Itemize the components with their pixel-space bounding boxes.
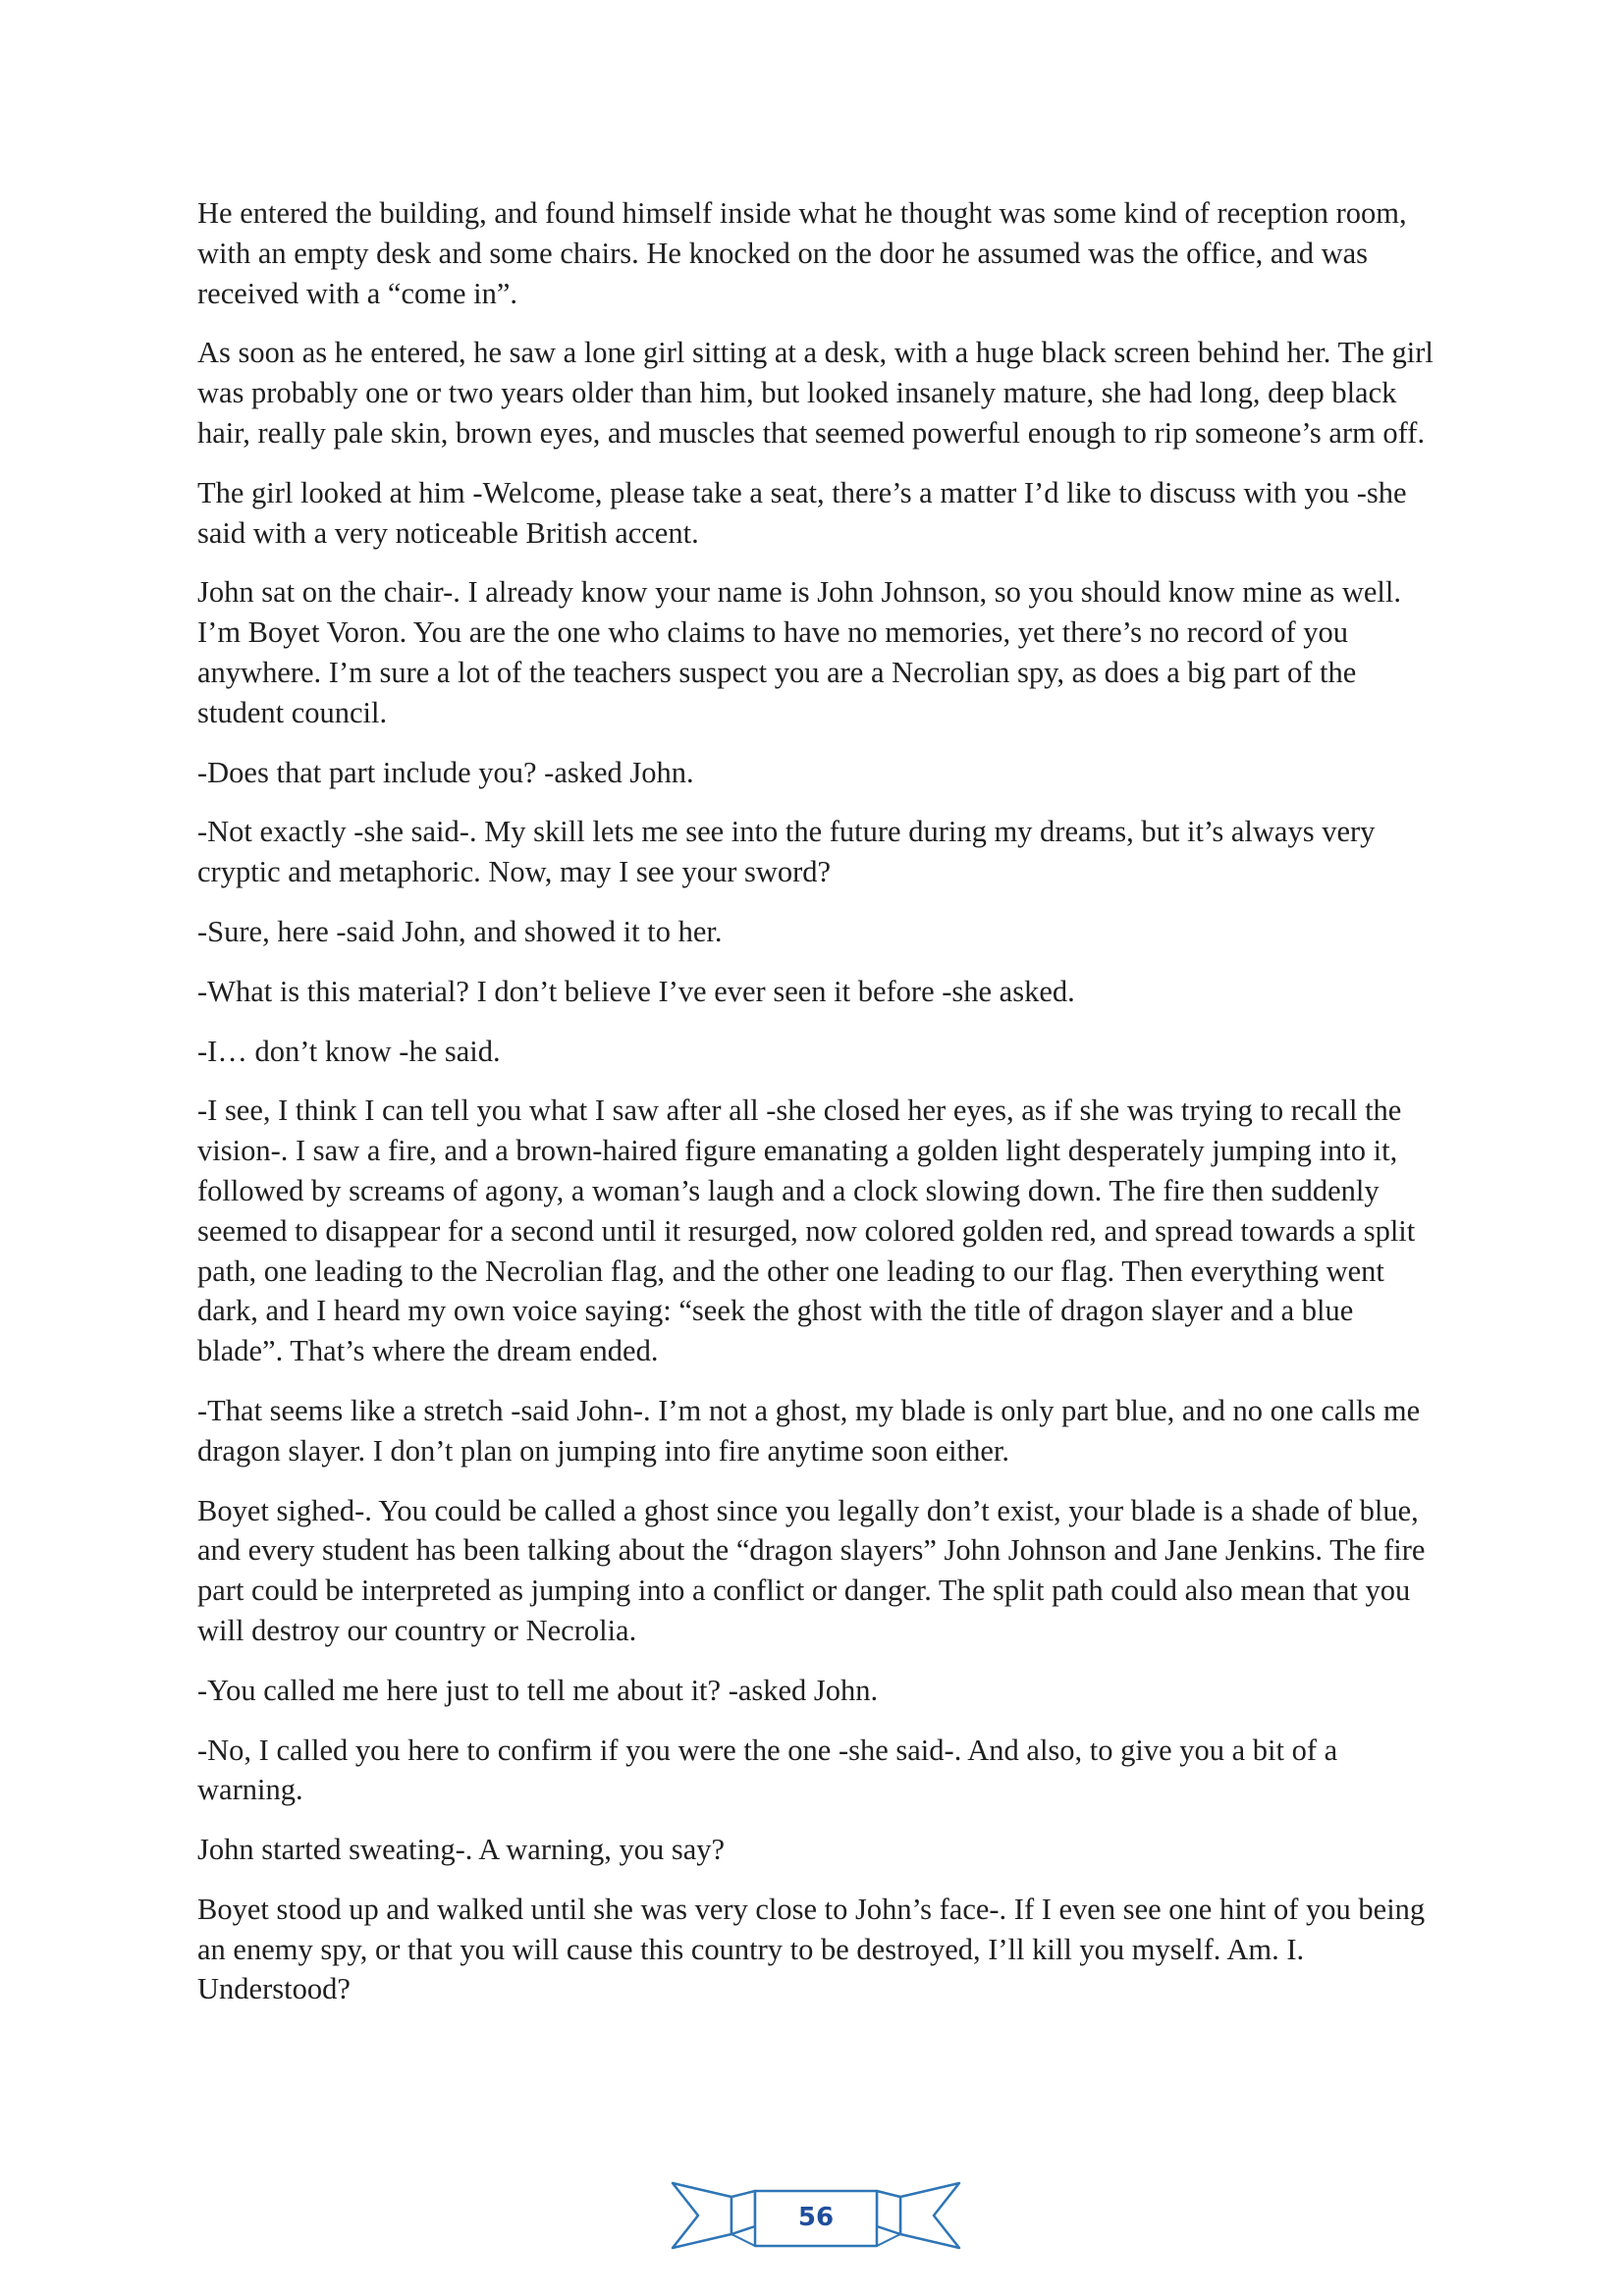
- paragraph-13: -You called me here just to tell me about it? -asked John.: [197, 1673, 879, 1707]
- paragraph-11: -That seems like a stretch -said John-. I’m not a ghost, my blade is only part blue, and no one calls me dragon slayer. I don’t plan on jumping into fire anytime soon either.: [197, 1393, 1421, 1468]
- page-number-ribbon: [669, 2171, 963, 2256]
- paragraph-1: He entered the building, and found himself inside what he thought was some kind of reception room, with an empty desk and some chairs. He knocked on the door he assumed was the office, and was received with a “come in”.: [197, 196, 1407, 310]
- paragraph-15: John started sweating-. A warning, you say?: [197, 1833, 726, 1867]
- paragraph-5: -Does that part include you? -asked John.: [197, 755, 694, 789]
- paragraph-16: Boyet stood up and walked until she was very close to John’s face-. If I even see one hint of you being an enemy spy, or that you will cause this country to be destroyed, I’ll kill you myself. Am. I. Understood?: [197, 1892, 1426, 2006]
- paragraph-3: The girl looked at him -Welcome, please take a seat, there’s a matter I’d like to discuss with you -she said with a very noticeable British accent.: [197, 475, 1407, 550]
- paragraph-7: -Sure, here -said John, and showed it to her.: [197, 914, 723, 948]
- page-number: 56: [797, 2203, 835, 2232]
- paragraph-9: -I… don’t know -he said.: [197, 1034, 501, 1068]
- paragraph-12: Boyet sighed-. You could be called a ghost since you legally don’t exist, your blade is a shade of blue, and every student has been talking about the “dragon slayers” John Johnson and Jane Jenkins. The fire part could be interpreted as jumping into a conflict or danger. The split path could also mean that you will destroy our country or Necrolia.: [197, 1493, 1426, 1647]
- paragraph-2: As soon as he entered, he saw a lone girl sitting at a desk, with a huge black screen behind her. The girl was probably one or two years older than him, but looked insanely mature, she had long, deep black hair, really pale skin, brown eyes, and muscles that seemed powerful enough to rip someone’s arm off.: [197, 336, 1434, 450]
- paragraph-4: John sat on the chair-. I already know your name is John Johnson, so you should know mine as well. I’m Boyet Voron. You are the one who claims to have no memories, yet there’s no record of you anywhere. I’m sure a lot of the teachers suspect you are a Necrolian spy, as does a big part of the student council.: [197, 575, 1401, 729]
- paragraph-10: -I see, I think I can tell you what I saw after all -she closed her eyes, as if she was trying to recall the vision-. I saw a fire, and a brown-haired figure emanating a golden light desperately jumping into it, followed by screams of agony, a woman’s laugh and a clock slowing down. The fire then suddenly seemed to disappear for a second until it resurged, now colored golden red, and spread towards a split path, one leading to the Necrolian flag, and the other one leading to our flag. Then everything went dark, and I heard my own voice saying: “seek the ghost with the title of dragon slayer and a blue blade”. That’s where the dream ended.: [197, 1094, 1416, 1368]
- paragraph-14: -No, I called you here to confirm if you were the one -she said-. And also, to give you a bit of a warning.: [197, 1733, 1338, 1807]
- paragraph-6: -Not exactly -she said-. My skill lets me see into the future during my dreams, but it’s always very cryptic and metaphoric. Now, may I see your sword?: [197, 815, 1376, 889]
- body-text: [197, 193, 1435, 2029]
- paragraph-8: -What is this material? I don’t believe I’ve ever seen it before -she asked.: [197, 974, 1075, 1008]
